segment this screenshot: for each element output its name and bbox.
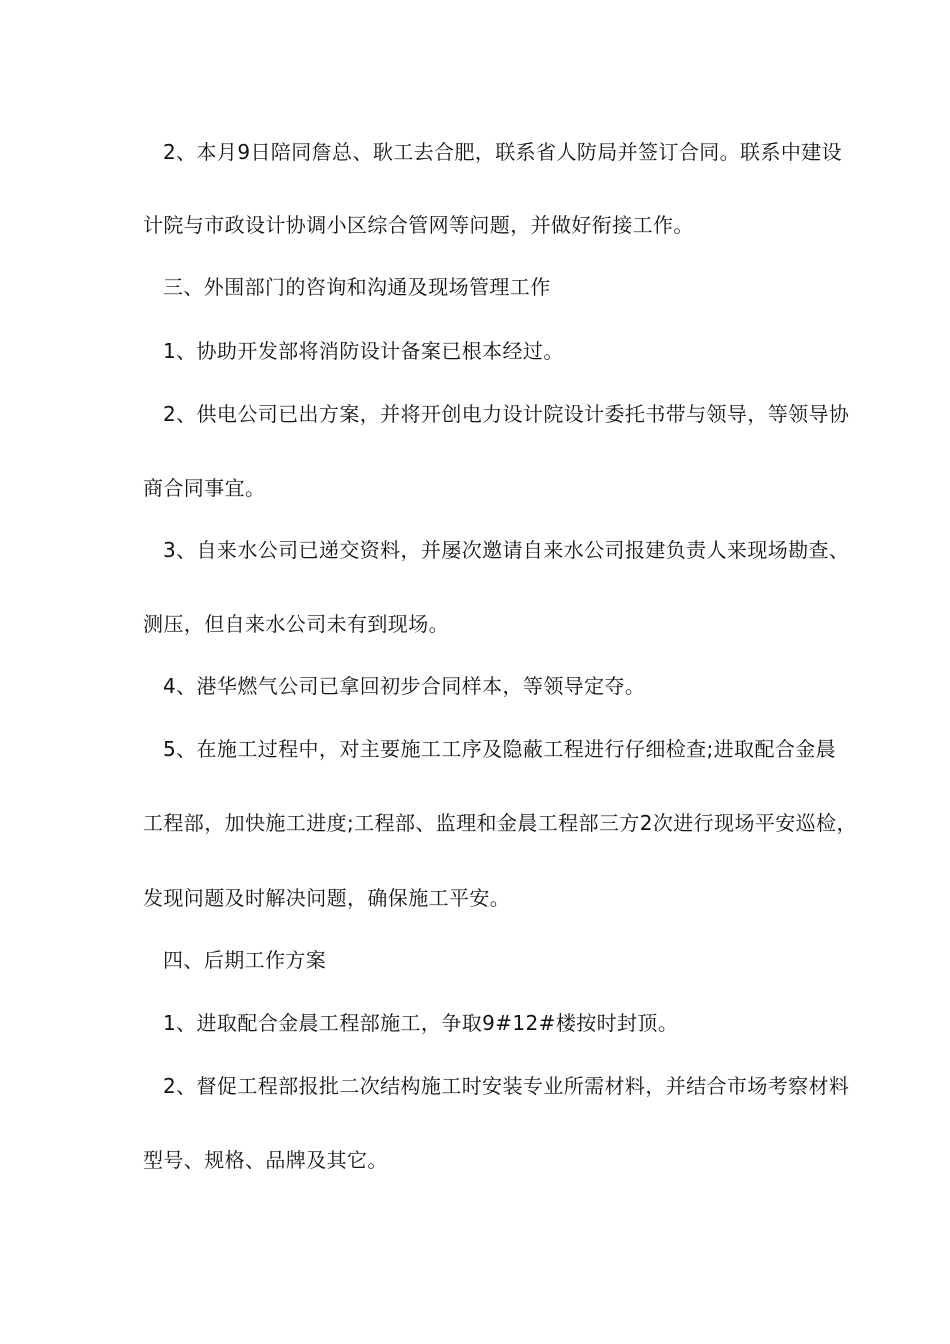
paragraph-line: 1、协助开发部将消防设计备案已根本经过。 (163, 339, 564, 363)
paragraph-line: 发现问题及时解决问题，确保施工平安。 (143, 886, 511, 910)
paragraph-line: 2、供电公司已出方案，并将开创电力设计院设计委托书带与领导，等领导协 (163, 402, 850, 426)
paragraph-line: 工程部，加快施工进度;工程部、监理和金晨工程部三方2次进行现场平安巡检， (143, 811, 857, 835)
paragraph-line: 计院与市政设计协调小区综合管网等问题，并做好衔接工作。 (143, 213, 694, 237)
section-heading: 三、外围部门的咨询和沟通及现场管理工作 (163, 275, 551, 299)
paragraph-line: 4、港华燃气公司已拿回初步合同样本，等领导定夺。 (163, 674, 646, 698)
paragraph-line: 1、进取配合金晨工程部施工，争取9#12#楼按时封顶。 (163, 1011, 679, 1035)
paragraph-line: 3、自来水公司已递交资料，并屡次邀请自来水公司报建负责人来现场勘查、 (163, 538, 850, 562)
paragraph-line: 商合同事宜。 (143, 476, 266, 500)
section-heading: 四、后期工作方案 (163, 948, 327, 972)
paragraph-line: 5、在施工过程中，对主要施工工序及隐蔽工程进行仔细检查;进取配合金晨 (163, 737, 837, 761)
paragraph-line: 测压，但自来水公司未有到现场。 (143, 612, 449, 636)
paragraph-line: 2、本月9日陪同詹总、耿工去合肥，联系省人防局并签订合同。联系中建设 (163, 140, 843, 164)
paragraph-line: 型号、规格、品牌及其它。 (143, 1148, 388, 1172)
paragraph-line: 2、督促工程部报批二次结构施工时安装专业所需材料，并结合市场考察材料 (163, 1074, 850, 1098)
